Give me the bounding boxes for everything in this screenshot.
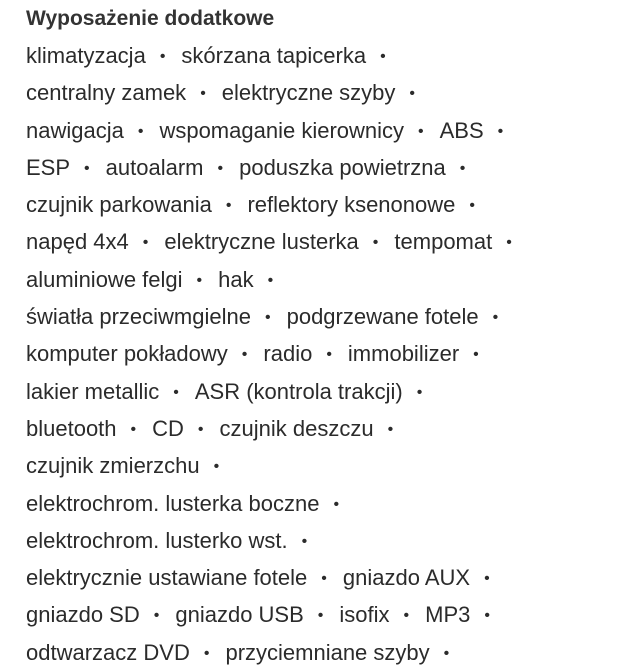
bullet-separator: • [301, 532, 308, 550]
bullet-separator: • [333, 495, 340, 513]
feature-item: bluetooth [26, 415, 117, 441]
feature-line [26, 75, 640, 112]
bullet-separator: • [241, 346, 248, 364]
bullet-separator: • [416, 383, 423, 401]
feature-item: klimatyzacja [26, 43, 146, 68]
bullet-separator: • [153, 607, 160, 625]
bullet-separator: • [418, 122, 424, 140]
feature-item: czujnik deszczu [219, 415, 374, 441]
bullet-separator: • [225, 197, 232, 215]
bullet-separator: • [203, 644, 210, 662]
bullet-separator: • [142, 234, 149, 252]
feature-item: gniazdo AUX [342, 565, 471, 591]
bullet-separator: • [409, 85, 416, 103]
bullet-separator: • [321, 570, 327, 588]
bullet-separator: • [217, 159, 224, 177]
feature-line [26, 187, 640, 224]
feature-item: elektryczne szyby [221, 80, 396, 106]
bullet-separator: • [469, 197, 475, 215]
feature-item: isofix [339, 602, 390, 628]
feature-line [26, 113, 640, 150]
feature-item: czujnik parkowania [26, 192, 212, 218]
bullet-separator: • [387, 420, 394, 438]
feature-item: poduszka powietrzna [239, 154, 446, 180]
feature-item: elektrochrom. lusterka boczne [26, 490, 320, 516]
bullet-separator: • [473, 346, 479, 364]
feature-item: ESP [26, 154, 71, 180]
feature-item: nawigacja [26, 117, 124, 143]
bullet-separator: • [459, 159, 466, 177]
bullet-separator: • [497, 122, 504, 140]
feature-line [26, 597, 640, 634]
feature-item: elektryczne lusterka [164, 229, 359, 255]
feature-line [26, 560, 640, 597]
feature-line [26, 486, 640, 523]
bullet-separator: • [484, 607, 490, 625]
bullet-separator: • [484, 570, 490, 588]
feature-line [26, 635, 640, 672]
bullet-separator: • [403, 607, 410, 625]
bullet-separator: • [197, 420, 204, 438]
feature-line [26, 262, 640, 299]
feature-item: gniazdo USB [175, 602, 304, 628]
feature-item: skórzana tapicerka [181, 43, 367, 68]
feature-item: tempomat [394, 229, 493, 255]
feature-item: czujnik zmierzchu [26, 453, 200, 479]
feature-item: ASR (kontrola trakcji) [194, 378, 403, 404]
feature-line [26, 299, 640, 336]
feature-item: MP3 [425, 602, 471, 628]
bullet-separator: • [200, 85, 206, 103]
bullet-separator: • [443, 644, 450, 662]
feature-item: hak [218, 266, 254, 292]
feature-item: CD [152, 415, 184, 441]
feature-item: radio [263, 341, 313, 367]
bullet-separator: • [264, 309, 271, 327]
feature-line [26, 38, 640, 75]
bullet-separator: • [173, 383, 179, 401]
bullet-separator: • [137, 122, 144, 140]
bullet-separator: • [196, 271, 203, 289]
bullet-separator: • [159, 48, 166, 65]
feature-line [26, 523, 640, 560]
feature-item: lakier metallic [26, 378, 160, 404]
feature-item: reflektory ksenonowe [247, 192, 456, 218]
feature-item: komputer pokładowy [26, 341, 228, 367]
bullet-separator: • [213, 458, 220, 476]
feature-item: ABS [439, 117, 484, 143]
feature-item: aluminiowe felgi [26, 266, 183, 292]
feature-item: centralny zamek [26, 80, 187, 106]
bullet-separator: • [317, 607, 324, 625]
section-title: Wyposażenie dodatkowe [26, 7, 275, 30]
feature-item: odtwarzacz DVD [26, 639, 190, 665]
feature-item: autoalarm [105, 154, 204, 180]
feature-item: wspomaganie kierownicy [159, 117, 405, 143]
feature-line [26, 448, 640, 485]
feature-item: przyciemniane szyby [225, 639, 430, 665]
bullet-separator: • [372, 234, 379, 252]
feature-item: napęd 4x4 [26, 229, 129, 255]
bullet-separator: • [380, 48, 386, 65]
bullet-separator: • [506, 234, 512, 252]
feature-item: elektrycznie ustawiane fotele [26, 565, 308, 591]
feature-item: podgrzewane fotele [286, 304, 479, 330]
bullet-separator: • [267, 271, 274, 289]
bullet-separator: • [492, 309, 499, 327]
feature-line [26, 374, 640, 411]
feature-line [26, 150, 640, 187]
feature-line [26, 411, 640, 448]
feature-item: gniazdo SD [26, 602, 140, 628]
bullet-separator: • [84, 159, 90, 177]
feature-item: elektrochrom. lusterko wst. [26, 527, 288, 553]
feature-item: immobilizer [347, 341, 460, 367]
feature-list [26, 38, 640, 672]
feature-item: światła przeciwmgielne [26, 304, 251, 330]
bullet-separator: • [326, 346, 332, 364]
feature-line [26, 336, 640, 373]
feature-line [26, 224, 640, 261]
bullet-separator: • [130, 420, 137, 438]
